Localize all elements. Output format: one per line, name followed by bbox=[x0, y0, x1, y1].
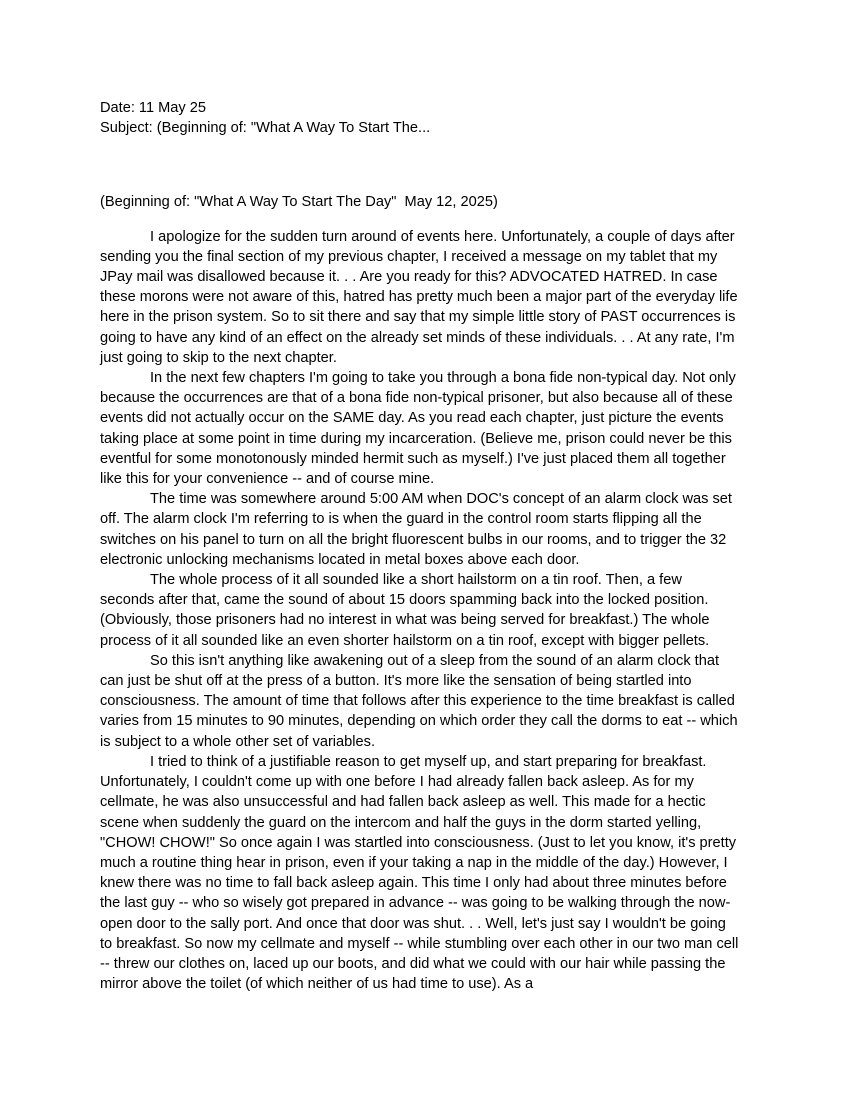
chapter-heading: (Beginning of: "What A Way To Start The Day" May 12, 2025) bbox=[100, 194, 498, 211]
subject-line: Subject: (Beginning of: "What A Way To Start The... bbox=[100, 120, 431, 137]
spacer bbox=[100, 213, 740, 227]
paragraph-6: I tried to think of a justifiable reason to get myself up, and start preparing for breakfast. Unfortunately, I couldn't come up with one before I had already fallen back asleep. As for my cellmate, he was also unsuccessful and had fallen back asleep as well. This made for a hectic scene when suddenly the guard on the intercom and half the guys in the dorm started yelling, "CHOW! CHOW!" So once again I was startled into consciousness. (Just to let you know, it's pretty much a routine thing hear in prison, even if your taking a nap in the middle of the day.) However, I knew there was no time to fall back asleep again. This time I only had about three minutes before the last guy -- who so wisely got prepared in advance -- was going to be walking through the now-open door to the sally port. And once that door was shut. . . Well, let's just say I wouldn't be going to breakfast. So now my cellmate and myself -- while stumbling over each other in our two man cell -- threw our clothes on, laced up our boots, and did what we could with our hair while passing the mirror above the toilet (of which neither of us had time to use). As a bbox=[100, 753, 739, 993]
paragraph-4: The whole process of it all sounded like a short hailstorm on a tin roof. Then, a few seconds after that, came the sound of about 15 doors spamming back into the locked position. (Obviously, those prisoners had no interest in what was being served for breakfast.) The whole process of it all sounded like an even shorter hailstorm on a tin roof, except with bigger pellets. bbox=[100, 572, 710, 649]
paragraph-1: I apologize for the sudden turn around of events here. Unfortunately, a couple of days after sending you the final section of my previous chapter, I received a message on my tablet that my JPay mail was disallowed because it. . . Are you ready for this? ADVOCATED HATRED. In case these morons were not aware of this, hatred has pretty much been a major part of the everyday life here in the prison system. So to sit there and say that my simple little story of PAST occurrences is going to have any kind of an effect on the already set minds of these individuals. . . At any rate, I'm just going to skip to the next chapter. bbox=[100, 228, 738, 366]
spacer bbox=[100, 138, 740, 192]
paragraph-3: The time was somewhere around 5:00 AM when DOC's concept of an alarm clock was set off. The alarm clock I'm referring to is when the guard in the control room starts flipping all the switches on his panel to turn on all the bright fluorescent bulbs in our rooms, and to trigger the 32 electronic unlocking mechanisms located in metal boxes above each door. bbox=[100, 491, 732, 568]
document-page bbox=[100, 98, 740, 994]
date-line: Date: 11 May 25 bbox=[100, 100, 206, 116]
paragraph-5: So this isn't anything like awakening out of a sleep from the sound of an alarm clock that can just be shut off at the press of a button. It's more like the sensation of being startled into consciousness. The amount of time that follows after this experience to the time breakfast is called varies from 15 minutes to 90 minutes, depending on which order they call the dorms to eat -- which is subject to a whole other set of variables. bbox=[100, 652, 738, 750]
paragraph-2: In the next few chapters I'm going to take you through a bona fide non-typical day. Not only because the occurrences are that of a bona fide non-typical prisoner, but also because all of these events did not actually occur on the SAME day. As you read each chapter, just picture the events taking place at some point in time during my incarceration. (Believe me, prison could never be this eventful for some monotonously minded hermit such as myself.) I've just placed them all together like this for your convenience -- and of course mine. bbox=[100, 370, 736, 488]
